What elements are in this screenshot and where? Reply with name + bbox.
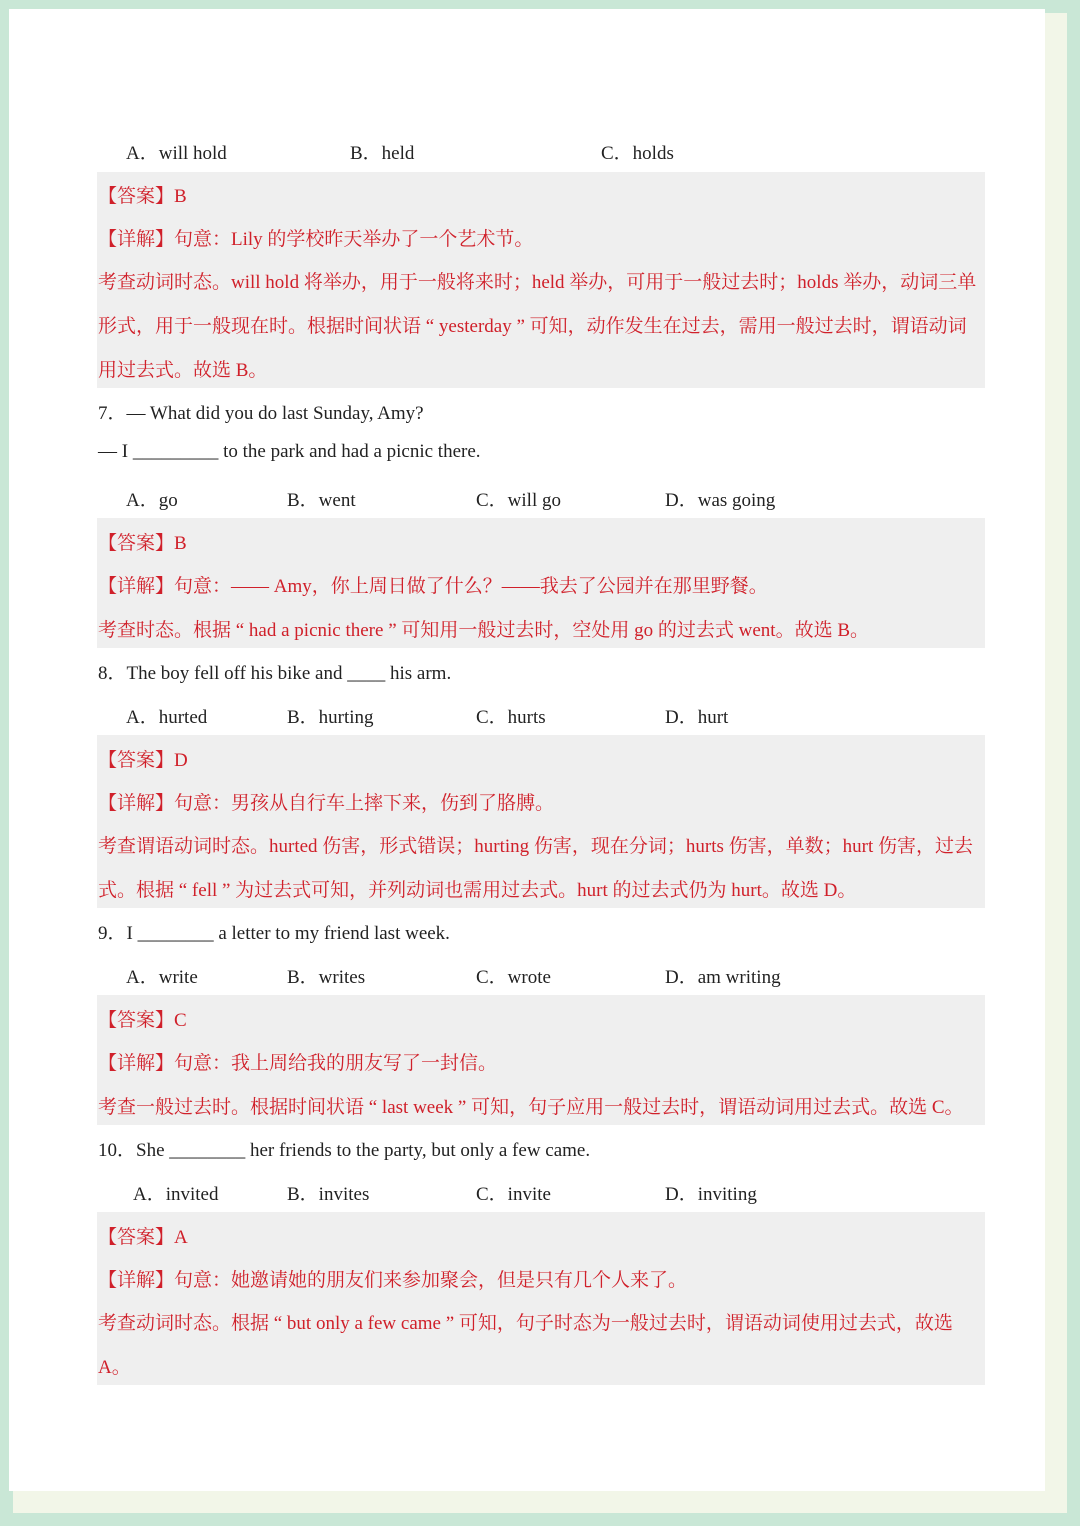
q8-stem: 8．The boy fell off his bike and ____ his arm. <box>98 663 452 684</box>
q10-explain-1: 考查动词时态。根据 “ but only a few came ” 可知，句子时态为一般过去时，谓语动词使用过去式，故选 <box>98 1313 953 1334</box>
q6-explain-2: 形式，用于一般现在时。根据时间状语 “ yesterday ” 可知，动作发生在过去，需用一般过去时，谓语动词 <box>98 316 967 337</box>
q6-answer: 【答案】B <box>98 186 187 207</box>
q7-option-c: C．will go <box>476 490 561 511</box>
q9-stem: 9．I ________ a letter to my friend last week. <box>98 923 450 944</box>
q8-option-c: C．hurts <box>476 707 546 728</box>
q8-detail: 【详解】句意：男孩从自行车上摔下来，伤到了胳膊。 <box>98 793 555 814</box>
q8-option-b: B．hurting <box>287 707 374 728</box>
q6-option-c: C．holds <box>601 143 674 164</box>
q7-answer: 【答案】B <box>98 533 187 554</box>
q6-explain-1: 考查动词时态。will hold 将举办，用于一般将来时；held 举办，可用于一般过去时；holds 举办，动词三单 <box>98 272 977 293</box>
q8-option-a: A．hurted <box>126 707 208 728</box>
q8-explain-2: 式。根据 “ fell ” 为过去式可知，并列动词也需用过去式。hurt 的过去式仍为 hurt。故选 D。 <box>98 880 857 901</box>
q7-option-a: A．go <box>126 490 178 511</box>
q10-option-c: C．invite <box>476 1184 551 1205</box>
q10-option-a: A．invited <box>133 1184 219 1205</box>
q8-option-d: D．hurt <box>665 707 729 728</box>
q10-detail: 【详解】句意：她邀请她的朋友们来参加聚会，但是只有几个人来了。 <box>98 1270 688 1291</box>
q10-option-b: B．invites <box>287 1184 370 1205</box>
q9-option-c: C．wrote <box>476 967 551 988</box>
q6-option-a: A．will hold <box>126 143 227 164</box>
q8-answer: 【答案】D <box>98 750 188 771</box>
q8-explain-1: 考查谓语动词时态。hurted 伤害，形式错误；hurting 伤害，现在分词；hurts 伤害，单数；hurt 伤害，过去 <box>98 836 974 857</box>
q9-answer: 【答案】C <box>98 1010 187 1031</box>
q7-explain-1: 考查时态。根据 “ had a picnic there ” 可知用一般过去时，空处用 go 的过去式 went。故选 B。 <box>98 620 869 641</box>
q9-option-b: B．writes <box>287 967 366 988</box>
q7-stem-1: 7．— What did you do last Sunday, Amy? <box>98 403 424 424</box>
q10-explain-2: A。 <box>98 1357 131 1378</box>
q6-explain-3: 用过去式。故选 B。 <box>98 360 268 381</box>
q6-option-b: B．held <box>350 143 415 164</box>
q10-answer: 【答案】A <box>98 1227 188 1248</box>
q7-option-b: B．went <box>287 490 356 511</box>
q6-detail: 【详解】句意：Lily 的学校昨天举办了一个艺术节。 <box>98 229 534 250</box>
q10-option-d: D．inviting <box>665 1184 757 1205</box>
q9-option-a: A．write <box>126 967 198 988</box>
q10-answer-box <box>97 1212 985 1385</box>
q7-stem-2: — I _________ to the park and had a picnic there. <box>98 441 481 462</box>
q7-detail: 【详解】句意：—— Amy，你上周日做了什么？——我去了公园并在那里野餐。 <box>98 576 768 597</box>
q7-option-d: D．was going <box>665 490 776 511</box>
q9-explain-1: 考查一般过去时。根据时间状语 “ last week ” 可知，句子应用一般过去时，谓语动词用过去式。故选 C。 <box>98 1097 964 1118</box>
q9-detail: 【详解】句意：我上周给我的朋友写了一封信。 <box>98 1053 498 1074</box>
q10-stem: 10．She ________ her friends to the party, but only a few came. <box>98 1140 591 1161</box>
q9-option-d: D．am writing <box>665 967 781 988</box>
